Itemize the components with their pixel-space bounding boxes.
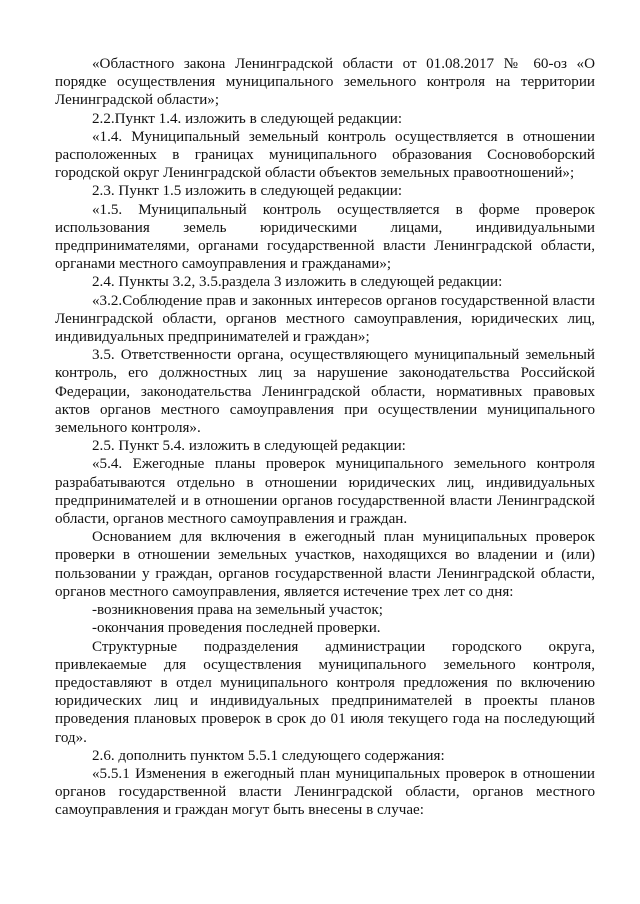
paragraph-3-5-text: 3.5. Ответственности органа, осуществляющего муниципальный земельный контроль, его должностных лиц за нарушение законодательства Российской Федерации, законодательства Ленинградской области, нормативных правовых актов органов местного самоуправления при осуществлении муниципального земельного контроля».	[55, 347, 595, 437]
paragraph-2-6: 2.6. дополнить пунктом 5.5.1 следующего содержания:	[92, 747, 445, 764]
paragraph-structural-units: Структурные подразделения администрации городского округа, привлекаемые для осуществления муниципального земельного контроля, предоставляют в отдел муниципального контроля предложения по включению юридических лиц и индивидуальных предпринимателей в проекты планов проведения плановых проверок в срок до 01 июля текущего года на последующий год».	[55, 638, 595, 746]
paragraph-5-4-text: «5.4. Ежегодные планы проверок муниципального земельного контроля разрабатываются отдельно в отношении юридических лиц, индивидуальных предпринимателей и в отношении органов государственной власти Ленинградской области, органов местного самоуправления и граждан.	[55, 456, 595, 528]
paragraph-law-reference: «Областного закона Ленинградской области от 01.08.2017 № 60-оз «О порядке осуществления муниципального земельного контроля на территории Ленинградской области»;	[55, 56, 595, 109]
paragraph-2-2: 2.2.Пункт 1.4. изложить в следующей редакции:	[92, 110, 403, 127]
paragraph-basis: Основанием для включения в ежегодный план муниципальных проверок проверки в отношении земельных участков, находящихся во владении и (или) пользовании у граждан, органов государственной власти Ленинградской области, органов местного самоуправления, является истечение трех лет со дня:	[55, 529, 595, 600]
document-body	[55, 55, 595, 820]
paragraph-2-3: 2.3. Пункт 1.5 изложить в следующей редакции:	[92, 183, 403, 200]
list-item-right-origin: -возникновения права на земельный участок;	[92, 602, 383, 619]
paragraph-3-2-text: «3.2.Соблюдение прав и законных интересов органов государственной власти Ленинградской области, органов местного самоуправления, юридических лиц, индивидуальных предпринимателей и граждан»;	[55, 292, 595, 346]
paragraph-5-5-1-text: «5.5.1 Изменения в ежегодный план муниципальных проверок в отношении органов государственной власти Ленинградской области, органов местного самоуправления и граждан могут быть внесены в случае:	[55, 765, 595, 819]
list-item-last-inspection: -окончания проведения последней проверки.	[92, 620, 381, 637]
paragraph-2-4: 2.4. Пункты 3.2, 3.5.раздела 3 изложить в следующей редакции:	[92, 274, 503, 291]
paragraph-2-5: 2.5. Пункт 5.4. изложить в следующей редакции:	[92, 438, 406, 455]
paragraph-1-4-text: «1.4. Муниципальный земельный контроль осуществляется в отношении расположенных в границах муниципального образования Сосновоборский городской округ Ленинградской области объектов земельных правоотношений»;	[55, 128, 595, 182]
paragraph-1-5-text: «1.5. Муниципальный контроль осуществляется в форме проверок использования земель юридическими лицами, индивидуальными предпринимателями, органами государственной власти Ленинградской области, органами местного самоуправления и гражданами»;	[55, 201, 595, 273]
